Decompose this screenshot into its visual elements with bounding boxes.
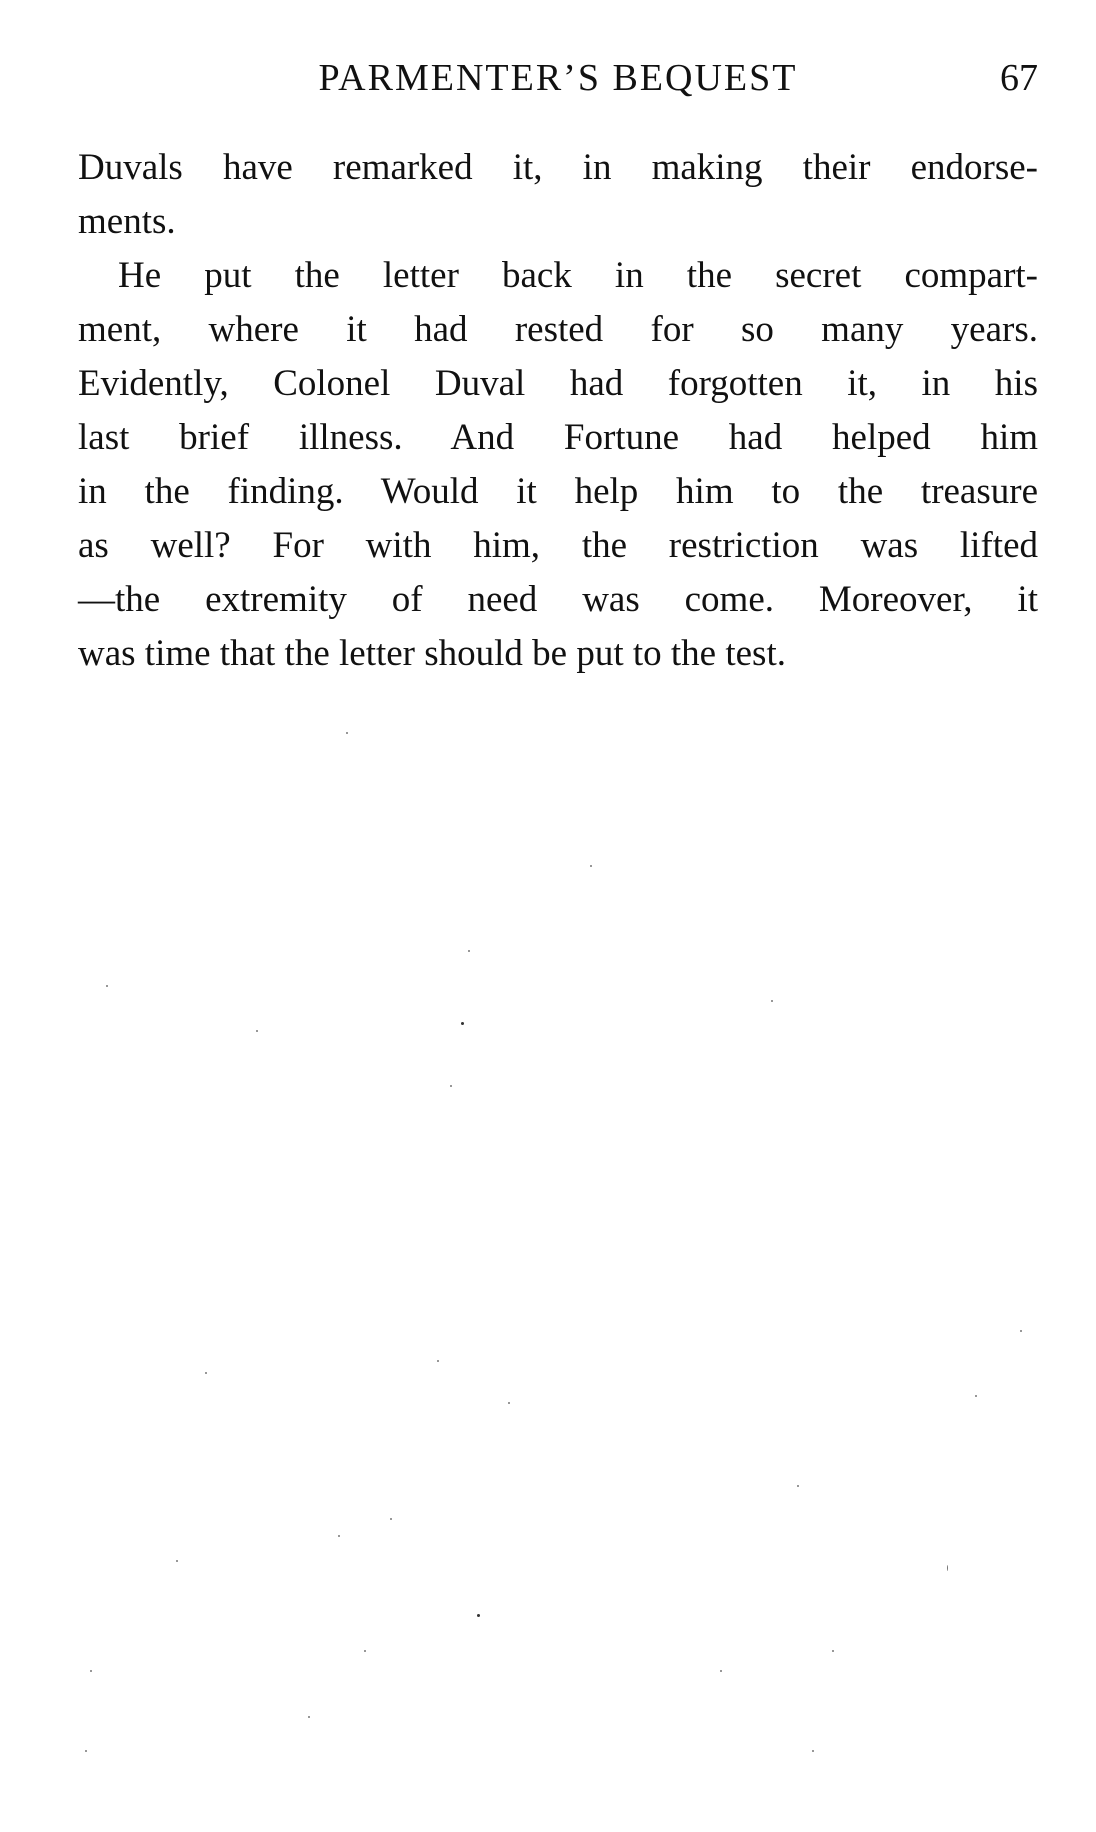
paper-speck [90, 1670, 92, 1672]
page-number: 67 [1000, 57, 1038, 99]
paper-speck [308, 1716, 310, 1718]
paper-speck [176, 1560, 178, 1562]
paper-speck [364, 1650, 366, 1652]
text-line: in the finding. Would it help him to the treasure [78, 471, 1038, 512]
paper-speck [812, 1750, 814, 1752]
paper-speck [450, 1085, 452, 1087]
paper-speck [1020, 1330, 1022, 1332]
paper-speck [85, 1750, 87, 1752]
body-text [78, 141, 1038, 681]
paper-speck [346, 732, 348, 734]
text-line: as well? For with him, the restriction was lifted [78, 525, 1038, 566]
paper-speck [477, 1614, 480, 1617]
paper-speck [720, 1670, 722, 1672]
running-title: PARMENTER’S BEQUEST [318, 57, 798, 99]
text-line: Evidently, Colonel Duval had forgotten it, in his [78, 363, 1038, 404]
text-line: was time that the letter should be put to the test. [78, 633, 786, 674]
paper-speck [468, 950, 470, 952]
paper-speck [832, 1650, 834, 1652]
paper-speck [390, 1518, 392, 1520]
text-line: He put the letter back in the secret compart- [118, 255, 1038, 296]
paper-speck [106, 985, 108, 987]
paper-speck [975, 1395, 977, 1397]
paper-speck [338, 1535, 340, 1537]
paper-speck [461, 1022, 464, 1025]
paper-speck [508, 1402, 510, 1404]
paragraph [78, 141, 1038, 249]
text-line: Duvals have remarked it, in making their endorse- [78, 147, 1038, 188]
text-line: last brief illness. And Fortune had helped him [78, 417, 1038, 458]
paper-speck [437, 1360, 439, 1362]
text-line: ments. [78, 201, 176, 242]
paper-speck [771, 1000, 773, 1002]
running-head [78, 48, 1038, 108]
paper-speck [947, 1565, 948, 1571]
paper-speck [205, 1372, 207, 1374]
paragraph [78, 249, 1038, 681]
paper-speck [797, 1485, 799, 1487]
text-line: —the extremity of need was come. Moreover, it [78, 579, 1038, 620]
text-line: ment, where it had rested for so many years. [78, 309, 1038, 350]
paper-speck [256, 1030, 258, 1032]
paper-speck [590, 865, 592, 867]
